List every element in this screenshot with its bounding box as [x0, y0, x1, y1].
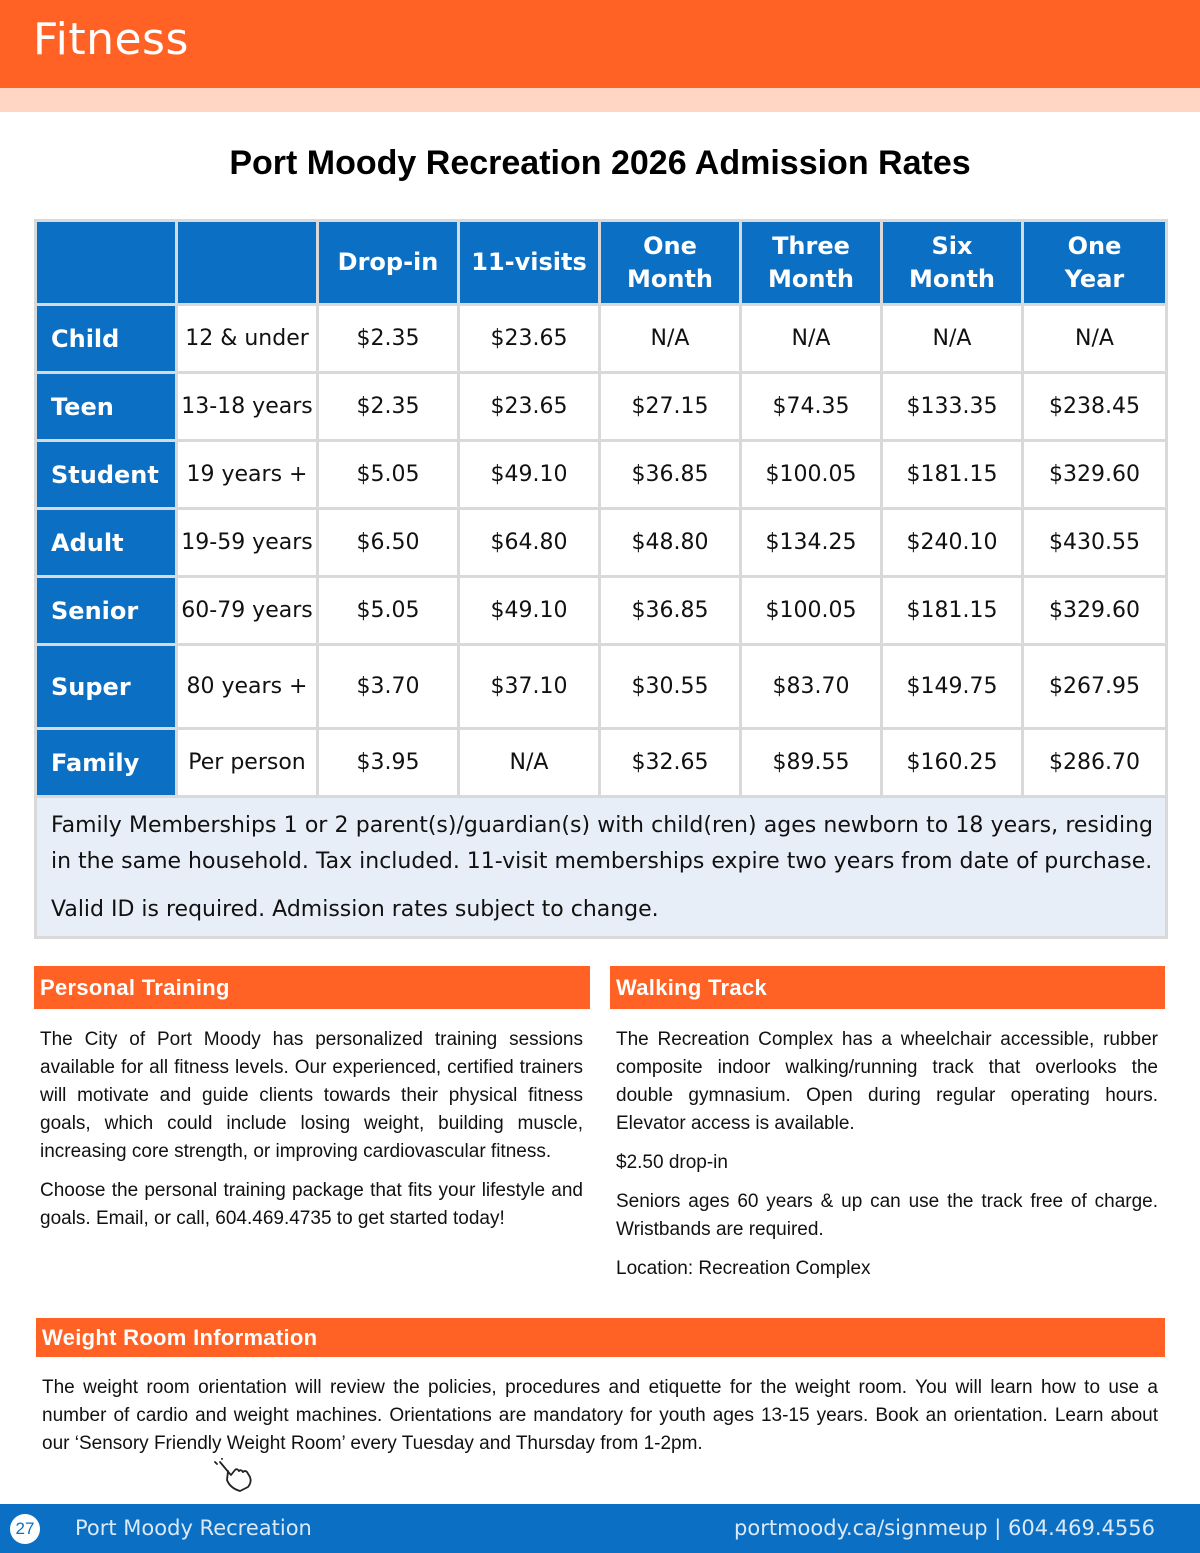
- paragraph: $2.50 drop-in: [616, 1152, 728, 1173]
- paragraph: Choose the personal training package that fits your lifestyle and goals. Email, or call, 604.469.4735 to get started today!: [40, 1180, 583, 1229]
- table-row: [36, 509, 1167, 577]
- note-text: Valid ID is required. Admission rates subject to change.: [51, 897, 659, 922]
- price-cell: $238.45: [1023, 373, 1167, 441]
- paragraph: The weight room orientation will review the policies, procedures and etiquette for the weight room. You will learn how to use a number of cardio and weight machines. Orientations are mandatory for youth ages 13-15 years. Book an orientation. Learn about our ‘Sensory Friendly Weight Room’ every Tuesday and Thursday from 1-2pm.: [42, 1377, 1158, 1454]
- table-row: [36, 305, 1167, 373]
- age-cell: 80 years +: [177, 645, 318, 729]
- column-header: One Month: [600, 221, 741, 305]
- price-cell: $133.35: [882, 373, 1023, 441]
- price-cell: N/A: [1023, 305, 1167, 373]
- price-cell: $48.80: [600, 509, 741, 577]
- paragraph: The City of Port Moody has personalized training sessions available for all fitness levels. Our experienced, certified trainers will motivate and guide clients towards their physical fitness goals, which could include losing weight, building muscle, increasing core strength, or improving cardiovascular fitness.: [40, 1029, 583, 1162]
- price-cell: $240.10: [882, 509, 1023, 577]
- note-text: Family Memberships 1 or 2 parent(s)/guardian(s) with child(ren) ages newborn to 18 years, residing in the same household. Tax included. 11-visit memberships expire two years from date of purchase.: [51, 813, 1153, 874]
- age-cell: 60-79 years: [177, 577, 318, 645]
- category-cell: Student: [36, 441, 177, 509]
- age-cell: 12 & under: [177, 305, 318, 373]
- table-row: [36, 729, 1167, 797]
- price-cell: $5.05: [318, 577, 459, 645]
- price-cell: $2.35: [318, 305, 459, 373]
- footer-organization: Port Moody Recreation: [75, 1516, 312, 1540]
- category-cell: Teen: [36, 373, 177, 441]
- category-cell: Senior: [36, 577, 177, 645]
- header-stripe: [0, 88, 1200, 112]
- column-header: Three Month: [741, 221, 882, 305]
- table-header-row: [36, 221, 1167, 305]
- price-cell: $100.05: [741, 441, 882, 509]
- price-cell: $89.55: [741, 729, 882, 797]
- category-cell: Child: [36, 305, 177, 373]
- price-cell: $181.15: [882, 441, 1023, 509]
- price-cell: $3.95: [318, 729, 459, 797]
- category-cell: Family: [36, 729, 177, 797]
- price-cell: N/A: [882, 305, 1023, 373]
- age-cell: Per person: [177, 729, 318, 797]
- price-cell: $149.75: [882, 645, 1023, 729]
- personal-training-heading: Personal Training: [34, 966, 590, 1009]
- price-cell: $286.70: [1023, 729, 1167, 797]
- paragraph: Seniors ages 60 years & up can use the track free of charge. Wristbands are required.: [616, 1191, 1158, 1240]
- walking-track-heading: Walking Track: [610, 966, 1165, 1009]
- price-cell: N/A: [741, 305, 882, 373]
- footer-contact-link[interactable]: portmoody.ca/signmeup | 604.469.4556: [734, 1516, 1155, 1540]
- price-cell: $27.15: [600, 373, 741, 441]
- column-header: 11-visits: [459, 221, 600, 305]
- rates-table: [34, 219, 1168, 939]
- rates-notes: [36, 797, 1167, 938]
- price-cell: $23.65: [459, 373, 600, 441]
- price-cell: $49.10: [459, 577, 600, 645]
- table-row: [36, 441, 1167, 509]
- column-header: Six Month: [882, 221, 1023, 305]
- price-cell: $30.55: [600, 645, 741, 729]
- price-cell: $2.35: [318, 373, 459, 441]
- pointing-hand-icon[interactable]: [214, 1458, 256, 1496]
- header-blank-cell: [36, 221, 177, 305]
- price-cell: $32.65: [600, 729, 741, 797]
- notes-row: [36, 797, 1167, 938]
- column-header: One Year: [1023, 221, 1167, 305]
- price-cell: $329.60: [1023, 441, 1167, 509]
- price-cell: $74.35: [741, 373, 882, 441]
- price-cell: $100.05: [741, 577, 882, 645]
- price-cell: $267.95: [1023, 645, 1167, 729]
- column-header: Drop-in: [318, 221, 459, 305]
- price-cell: $6.50: [318, 509, 459, 577]
- price-cell: $37.10: [459, 645, 600, 729]
- weight-room-heading: Weight Room Information: [36, 1318, 1165, 1357]
- age-cell: 19 years +: [177, 441, 318, 509]
- weight-room-text: [42, 1374, 1158, 1458]
- price-cell: $36.85: [600, 441, 741, 509]
- price-cell: $36.85: [600, 577, 741, 645]
- paragraph: Location: Recreation Complex: [616, 1258, 871, 1279]
- page-number: 27: [10, 1514, 40, 1544]
- price-cell: $23.65: [459, 305, 600, 373]
- personal-training-text: [40, 1026, 583, 1233]
- rates-title: Port Moody Recreation 2026 Admission Rates: [229, 144, 971, 182]
- price-cell: $430.55: [1023, 509, 1167, 577]
- price-cell: $83.70: [741, 645, 882, 729]
- price-cell: $64.80: [459, 509, 600, 577]
- paragraph: The Recreation Complex has a wheelchair accessible, rubber composite indoor walking/running track that overlooks the double gymnasium. Open during regular operating hours. Elevator access is available.: [616, 1029, 1158, 1134]
- price-cell: $160.25: [882, 729, 1023, 797]
- price-cell: $5.05: [318, 441, 459, 509]
- category-cell: Super: [36, 645, 177, 729]
- table-row: [36, 373, 1167, 441]
- table-row: [36, 645, 1167, 729]
- price-cell: $329.60: [1023, 577, 1167, 645]
- price-cell: N/A: [600, 305, 741, 373]
- age-cell: 13-18 years: [177, 373, 318, 441]
- price-cell: $134.25: [741, 509, 882, 577]
- age-cell: 19-59 years: [177, 509, 318, 577]
- price-cell: $3.70: [318, 645, 459, 729]
- table-row: [36, 577, 1167, 645]
- walking-track-text: [616, 1026, 1158, 1283]
- price-cell: N/A: [459, 729, 600, 797]
- price-cell: $49.10: [459, 441, 600, 509]
- category-cell: Adult: [36, 509, 177, 577]
- header-blank-cell: [177, 221, 318, 305]
- price-cell: $181.15: [882, 577, 1023, 645]
- page-title: Fitness: [33, 14, 189, 65]
